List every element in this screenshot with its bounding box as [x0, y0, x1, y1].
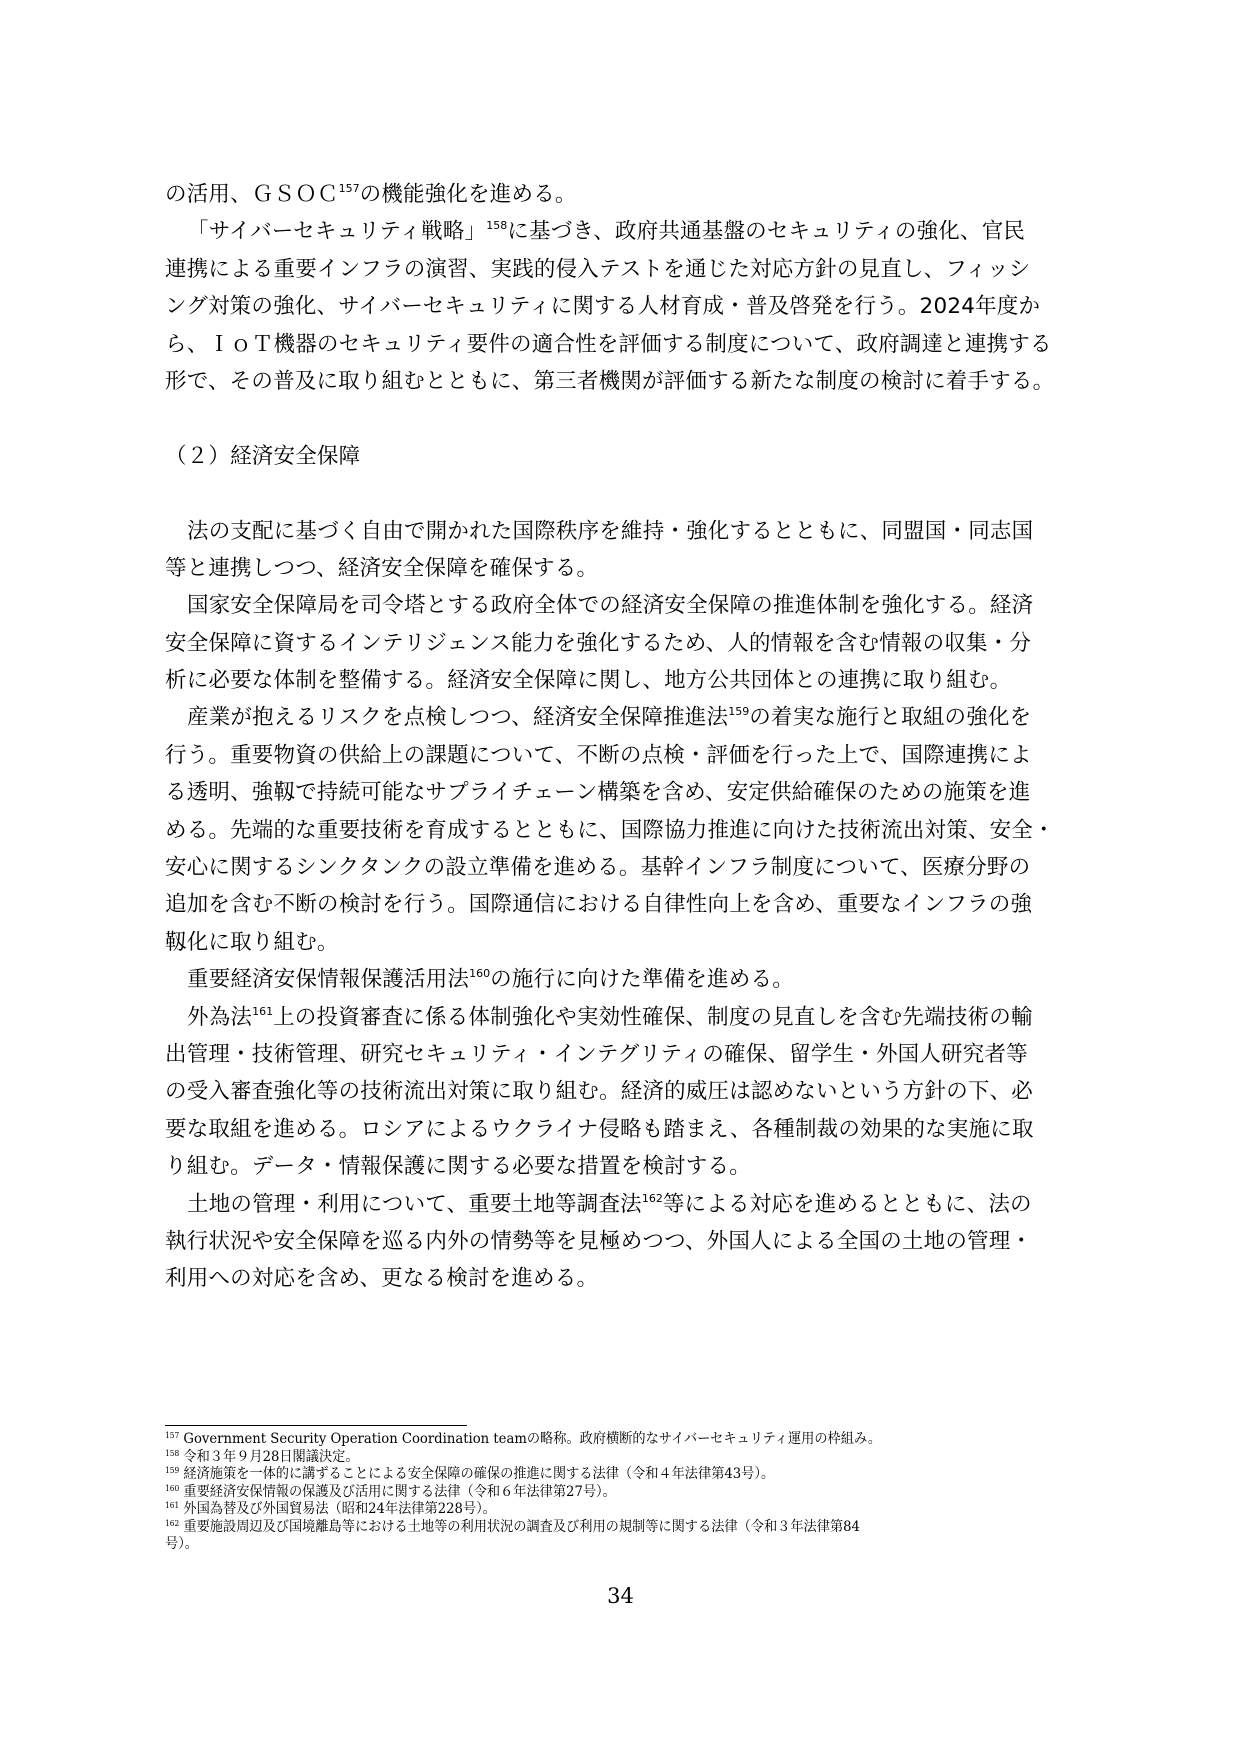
paragraph-line: る透明、強靱で持続可能なサプライチェーン構築を含め、安定供給確保のための施策を進 — [165, 780, 1031, 806]
paragraph-line: 執行状況や安全保障を巡る内外の情勢等を見極めつつ、外国人による全国の土地の管理・ — [165, 1228, 1033, 1254]
paragraph-line: ら、ＩｏＴ機器のセキュリティ要件の適合性を評価する制度について、政府調達と連携する — [165, 331, 1052, 357]
section-heading: （２）経済安全保障 — [165, 443, 361, 469]
paragraph-line: 利用への対応を含め、更なる検討を進める。 — [165, 1266, 599, 1292]
paragraph-line: 形で、その普及に取り組むとともに、第三者機関が評価する新たな制度の検討に着手する。 — [165, 368, 1055, 394]
footnote-ref[interactable]: 158 — [486, 219, 508, 233]
footnote-ref[interactable]: 157 — [338, 182, 360, 195]
footnote-item: $^{157}$ Government Security Operation Coordination teamの略称。政府横断的なサイバーセキュリティ運用の枠組み。 — [165, 1431, 882, 1447]
footnote-ref[interactable]: 161 — [252, 1004, 274, 1018]
footnote-item: $^{158}$ 令和３年９月28日閣議決定。 — [165, 1448, 359, 1465]
footnotes — [165, 1425, 1085, 1554]
footnote-ref[interactable]: 162 — [641, 1191, 663, 1205]
paragraph-line: 要な取組を進める。ロシアによるウクライナ侵略も踏まえ、各種制裁の効果的な実施に取 — [165, 1116, 1034, 1142]
paragraph-line: 国家安全保障局を司令塔とする政府全体での経済安全保障の推進体制を強化する。経済 — [187, 593, 1034, 619]
body-text — [165, 176, 1087, 1298]
paragraph-line: 靱化に取り組む。 — [165, 929, 339, 955]
footnote-ref[interactable]: 159 — [728, 705, 750, 719]
paragraph-line: の受入審査強化等の技術流出対策に取り組む。経済的威圧は認めないという方針の下、必 — [165, 1079, 1034, 1105]
paragraph-line: 土地の管理・利用について、重要土地等調査法$^{162}$等による対応を進めるとともに、法の — [187, 1191, 1032, 1217]
paragraph-line: 析に必要な体制を整備する。経済安全保障に関し、地方公共団体との連携に取り組む。 — [165, 668, 1012, 694]
page-number: 34 — [607, 1584, 634, 1608]
paragraph-line: 「サイバーセキュリティ戦略」$^{158}$に基づき、政府共通基盤のセキュリティの強化、官民 — [187, 219, 1026, 245]
footnote-item: $^{162}$ 重要施設周辺及び国境離島等における土地等の利用状況の調査及び利用の規制等に関する法律（令和３年法律第84 — [165, 1518, 860, 1535]
paragraph-line: 出管理・技術管理、研究セキュリティ・インテグリティの確保、留学生・外国人研究者等 — [165, 1041, 1028, 1067]
paragraph-line: 外為法$^{161}$上の投資審査に係る体制強化や実効性確保、制度の見直しを含む先端技術の輸 — [187, 1004, 1033, 1030]
paragraph-line: り組む。データ・情報保護に関する必要な措置を検討する。 — [165, 1154, 751, 1180]
paragraph-line: ング対策の強化、サイバーセキュリティに関する人材育成・普及啓発を行う。2024年度か — [165, 294, 1041, 320]
footnote-ref[interactable]: 160 — [469, 967, 491, 981]
footnote-item: $^{161}$ 外国為替及び外国貿易法（昭和24年法律第228号）。 — [165, 1501, 496, 1517]
paragraph-line: める。先端的な重要技術を育成するとともに、国際協力推進に向けた技術流出対策、安全・ — [165, 817, 1055, 843]
paragraph-line: 重要経済安保情報保護活用法$^{160}$の施行に向けた準備を進める。 — [187, 967, 794, 993]
paragraph-line: の活用、ＧＳＯＣ$^{157}$の機能強化を進める。 — [165, 182, 577, 207]
footnote-continuation: 号）。 — [165, 1536, 198, 1552]
paragraph-line: 産業が抱えるリスクを点検しつつ、経済安全保障推進法$^{159}$の着実な施行と取組の強化を — [187, 705, 1032, 731]
paragraph-line: 行う。重要物資の供給上の課題について、不断の点検・評価を行った上で、国際連携によ — [165, 742, 1032, 768]
paragraph-line: 追加を含む不断の検討を行う。国際通信における自律性向上を含め、重要なインフラの強 — [165, 892, 1033, 918]
paragraph-line: 連携による重要インフラの演習、実践的侵入テストを通じた対応方針の見直し、フィッシ — [165, 256, 1031, 282]
spacer — [165, 475, 1087, 512]
paragraph-line: 安心に関するシンクタンクの設立準備を進める。基幹インフラ制度について、医療分野の — [165, 855, 1031, 881]
footnote-item: $^{160}$ 重要経済安保情報の保護及び活用に関する法律（令和６年法律第27号）。 — [165, 1483, 616, 1500]
footnote-item: $^{159}$ 経済施策を一体的に講ずることによる安全保障の確保の推進に関する法律（令和４年法律第43号）。 — [165, 1466, 775, 1482]
paragraph-line: 法の支配に基づく自由で開かれた国際秩序を維持・強化するとともに、同盟国・同志国 — [187, 518, 1034, 544]
paragraph-line: 等と連携しつつ、経済安全保障を確保する。 — [165, 555, 599, 581]
spacer — [165, 400, 1087, 437]
paragraph-line: 安全保障に資するインテリジェンス能力を強化するため、人的情報を含む情報の収集・分 — [165, 630, 1032, 656]
footnote-separator — [165, 1425, 467, 1426]
